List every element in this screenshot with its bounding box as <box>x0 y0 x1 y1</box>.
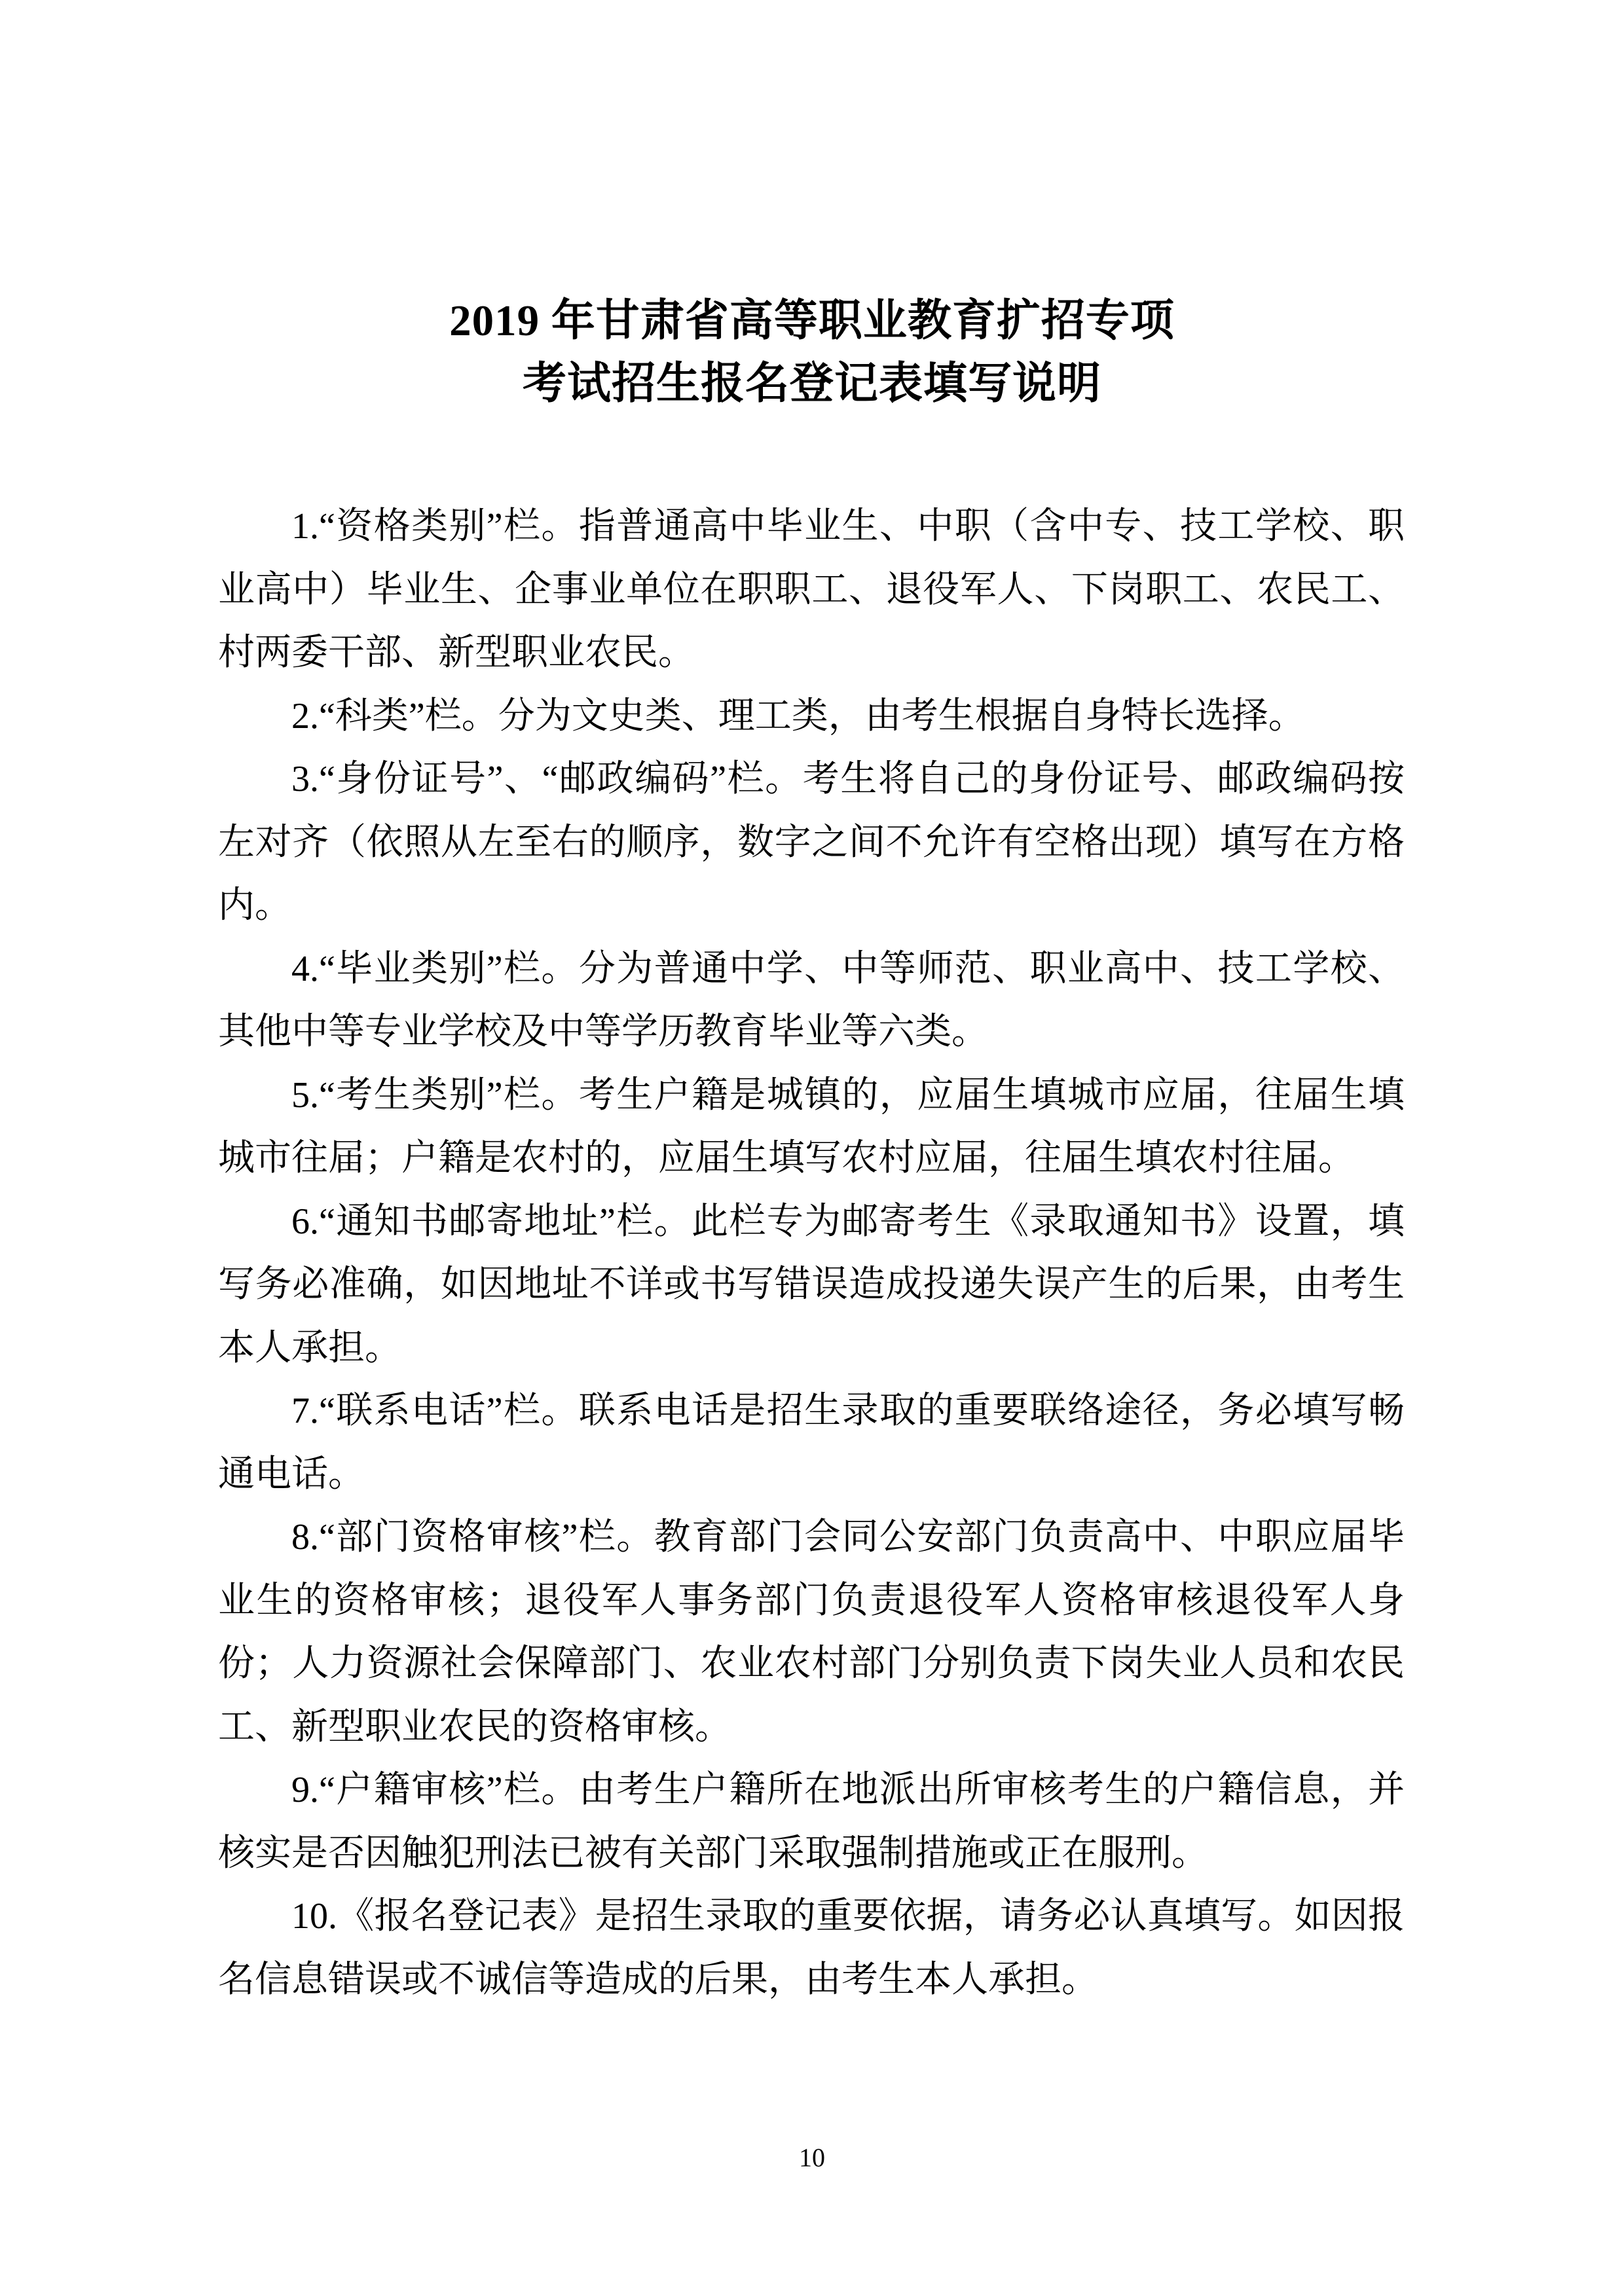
title-line-2: 考试招生报名登记表填写说明 <box>523 359 1101 408</box>
paragraph-registration-form-note: 10.《报名登记表》是招生录取的重要依据，请务必认真填写。如因报名信息错误或不诚信等造成的后果，由考生本人承担。 <box>218 1896 1405 2000</box>
page-number: 10 <box>799 2143 825 2172</box>
paragraph-department-review: 8.“部门资格审核”栏。教育部门会同公安部门负责高中、中职应届毕业生的资格审核；退役军人事务部门负责退役军人资格审核退役军人身份；人力资源社会保障部门、农业农村部门分别负责下岗失业人员和农民工、新型职业农民的资格审核。 <box>218 1517 1405 1747</box>
title-line-1: 2019 年甘肃省高等职业教育扩招专项 <box>449 297 1175 345</box>
paragraph-household-review: 9.“户籍审核”栏。由考生户籍所在地派出所审核考生的户籍信息，并核实是否因触犯刑法已被有关部门采取强制措施或正在服刑。 <box>218 1770 1405 1874</box>
paragraph-subject-category: 2.“科类”栏。分为文史类、理工类，由考生根据自身特长选择。 <box>291 695 1305 737</box>
paragraph-mailing-address: 6.“通知书邮寄地址”栏。此栏专为邮寄考生《录取通知书》设置，填写务必准确，如因地址不详或书写错误造成投递失误产生的后果，由考生本人承担。 <box>218 1201 1405 1368</box>
paragraph-candidate-category: 5.“考生类别”栏。考生户籍是城镇的，应届生填城市应届，往届生填城市往届；户籍是农村的，应届生填写农村应届，往届生填农村往届。 <box>218 1074 1405 1178</box>
paragraph-contact-phone: 7.“联系电话”栏。联系电话是招生录取的重要联络途径，务必填写畅通电话。 <box>218 1391 1405 1495</box>
paragraph-id-number-postal-code: 3.“身份证号”、“邮政编码”栏。考生将自己的身份证号、邮政编码按左对齐（依照从左至右的顺序，数字之间不允许有空格出现）填写在方格内。 <box>218 759 1405 926</box>
paragraph-graduation-category: 4.“毕业类别”栏。分为普通中学、中等师范、职业高中、技工学校、其他中等专业学校及中等学历教育毕业等六类。 <box>218 948 1405 1052</box>
document-title <box>0 0 1624 415</box>
paragraph-qualification-category: 1.“资格类别”栏。指普通高中毕业生、中职（含中专、技工学校、职业高中）毕业生、企事业单位在职职工、退役军人、下岗职工、农民工、村两委干部、新型职业农民。 <box>218 506 1405 673</box>
document-body <box>218 495 1405 2011</box>
